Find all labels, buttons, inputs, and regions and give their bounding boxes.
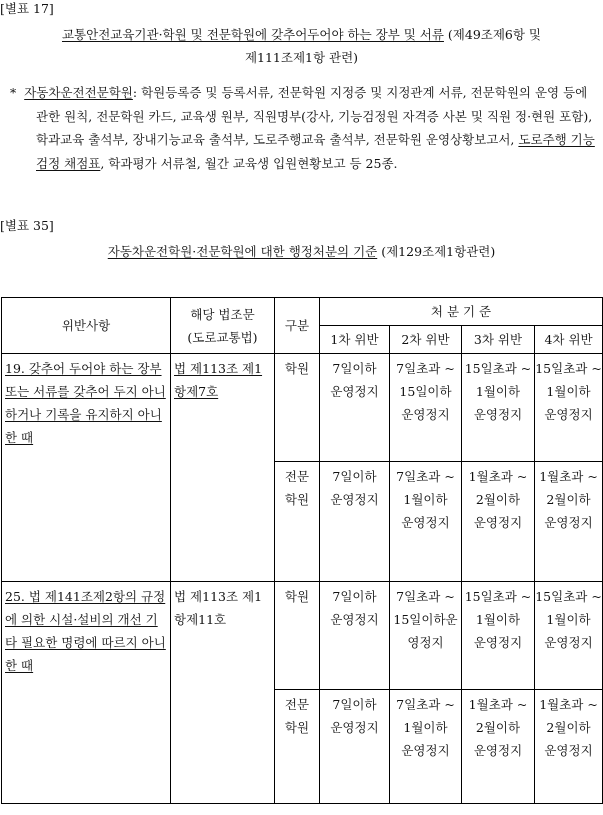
criteria-cell-1 [320, 354, 390, 462]
law-text: 법 제113조 제1항제11호 [174, 589, 263, 627]
cell-line: 1월초과 ~ [539, 469, 598, 484]
cell-line: 7일초과 ~ [396, 469, 455, 484]
criteria-cell-2 [390, 354, 462, 462]
annex-35-title [0, 244, 603, 259]
note-text-2: , 학과평가 서류철, 월간 교육생 입원현황보고 등 25종. [100, 155, 398, 171]
annex-17-tag: [별표 17] [0, 1, 54, 16]
criteria-cell-3 [462, 462, 535, 582]
violation-text: 19. 갖추어 두어야 하는 장부 또는 서류를 갖추어 두지 아니하거나 기록을 유지하지 아니한 때 [5, 361, 166, 445]
cell-line: 운영정지 [401, 407, 450, 422]
criteria-cell-4 [535, 690, 603, 804]
criteria-cell-2 [390, 690, 462, 804]
criteria-cell-1 [320, 462, 390, 582]
cell-line: 15일초과 ~ [535, 361, 602, 376]
criteria-cell-1 [320, 690, 390, 804]
note-text-1: : 학원등록증 및 등록서류, 전문학원 지정증 및 지정관계 서류, 전문학원의 운영 등에 관한 원칙, 전문학원 카드, 교육생 원부, 직원명부(강사, 기능검정원 자격증 사본 및 직원 정·현원 포함), 학과교육 출석부, 장내기능교육 출석부, 도로주행교육 출석부, 전문학원 운영상황보고서, [36, 85, 593, 147]
criteria-cell-4 [535, 462, 603, 582]
header-criteria: 처 분 기 준 [320, 298, 603, 326]
cell-line: 7일초과 ~ [396, 589, 455, 604]
annex-35-title-ref: (제129조제1항관련) [377, 244, 496, 259]
cell-line: 1월이하 [403, 492, 448, 507]
table-row [2, 582, 603, 690]
annex-17-note [0, 81, 600, 175]
criteria-cell-3 [462, 690, 535, 804]
law-cell [171, 582, 275, 804]
cell-line: 7일이하 [332, 361, 377, 376]
cell-line: 운영정지 [401, 515, 450, 530]
header-law-line2: (도로교통법) [187, 329, 258, 345]
annex-17-title-ref-line2: 제111조제1항 관련) [244, 50, 359, 65]
criteria-cell-3 [462, 582, 535, 690]
cell-line: 운영정지 [544, 635, 593, 650]
cell-line: 7일이하 [332, 697, 377, 712]
criteria-cell-1 [320, 582, 390, 690]
criteria-cell-4 [535, 354, 603, 462]
cell-line: 1월이하 [546, 384, 591, 399]
cell-line: 운영정지 [330, 720, 379, 735]
type-cell: 학원 [275, 582, 320, 690]
cell-line: 7일이하 [332, 469, 377, 484]
cell-line: 운영정지 [401, 743, 450, 758]
criteria-cell-3 [462, 354, 535, 462]
type-cell [275, 690, 320, 804]
cell-line: 전문 [284, 697, 310, 712]
sanction-criteria-table [1, 297, 603, 804]
cell-line: 15일초과 ~ [464, 589, 532, 604]
header-law-line1: 해당 법조문 [190, 306, 255, 322]
cell-line: 7일초과 ~ [396, 361, 455, 376]
header-fourth-violation: 4차 위반 [535, 326, 603, 354]
cell-line: 운영정지 [544, 407, 593, 422]
cell-line: 15일이하운 [393, 612, 458, 627]
cell-line: 학원 [284, 492, 310, 507]
cell-line: 2월이하 [546, 492, 591, 507]
type-cell [275, 462, 320, 582]
cell-line: 운영정지 [473, 515, 523, 530]
cell-line: 운영정지 [473, 407, 523, 422]
type-cell: 학원 [275, 354, 320, 462]
violation-cell [2, 582, 171, 804]
cell-line: 운영정지 [544, 515, 593, 530]
violation-cell [2, 354, 171, 582]
cell-line: 2월이하 [475, 720, 521, 735]
criteria-cell-2 [390, 582, 462, 690]
cell-line: 학원 [284, 720, 310, 735]
cell-line: 운영정지 [330, 492, 379, 507]
annex-35-title-main: 자동차운전학원·전문학원에 대한 행정처분의 기준 [107, 244, 378, 259]
note-highlight: 도로주행 기능검정 채점표 [36, 132, 595, 171]
header-violation: 위반사항 [2, 298, 171, 354]
cell-line: 운영정지 [473, 635, 523, 650]
cell-line: 7일이하 [332, 589, 377, 604]
annex-17-title [0, 23, 603, 69]
criteria-cell-2 [390, 462, 462, 582]
cell-line: 15일이하 [399, 384, 452, 399]
criteria-cell-4 [535, 582, 603, 690]
cell-line: 15일초과 ~ [535, 589, 602, 604]
cell-line: 1월초과 ~ [539, 697, 598, 712]
cell-line: 1월이하 [475, 384, 521, 399]
cell-line: 전문 [284, 469, 310, 484]
header-law [171, 298, 275, 354]
law-cell [171, 354, 275, 582]
cell-line: 영정지 [407, 635, 444, 650]
cell-line: 운영정지 [544, 743, 593, 758]
cell-line: 운영정지 [330, 612, 379, 627]
note-subject: 자동차운전전문학원 [24, 85, 133, 100]
cell-line: 2월이하 [475, 492, 521, 507]
cell-line: 1월초과 ~ [468, 469, 528, 484]
cell-line: 1월이하 [403, 720, 448, 735]
annex-35-tag: [별표 35] [0, 218, 54, 233]
cell-line: 1월이하 [546, 612, 591, 627]
header-third-violation: 3차 위반 [462, 326, 535, 354]
cell-line: 2월이하 [546, 720, 591, 735]
header-type: 구분 [275, 298, 320, 354]
cell-line: 7일초과 ~ [396, 697, 455, 712]
cell-line: 15일초과 ~ [464, 361, 532, 376]
law-text: 법 제113조 제1항제7호 [174, 361, 263, 399]
annex-17-title-ref: (제49조제6항 및 [443, 27, 542, 42]
annex-17-title-main: 교통안전교육기관·학원 및 전문학원에 갖추어두어야 하는 장부 및 서류 [61, 27, 444, 42]
header-first-violation: 1차 위반 [320, 326, 390, 354]
header-second-violation: 2차 위반 [390, 326, 462, 354]
violation-text: 25. 법 제141조제2항의 규정에 의한 시설·설비의 개선 기타 필요한 명령에 따르지 아니한 때 [5, 589, 166, 673]
note-bullet: * [10, 85, 17, 100]
cell-line: 1월이하 [475, 612, 521, 627]
cell-line: 1월초과 ~ [468, 697, 528, 712]
cell-line: 운영정지 [473, 743, 523, 758]
cell-line: 운영정지 [330, 384, 379, 399]
table-row [2, 354, 603, 462]
